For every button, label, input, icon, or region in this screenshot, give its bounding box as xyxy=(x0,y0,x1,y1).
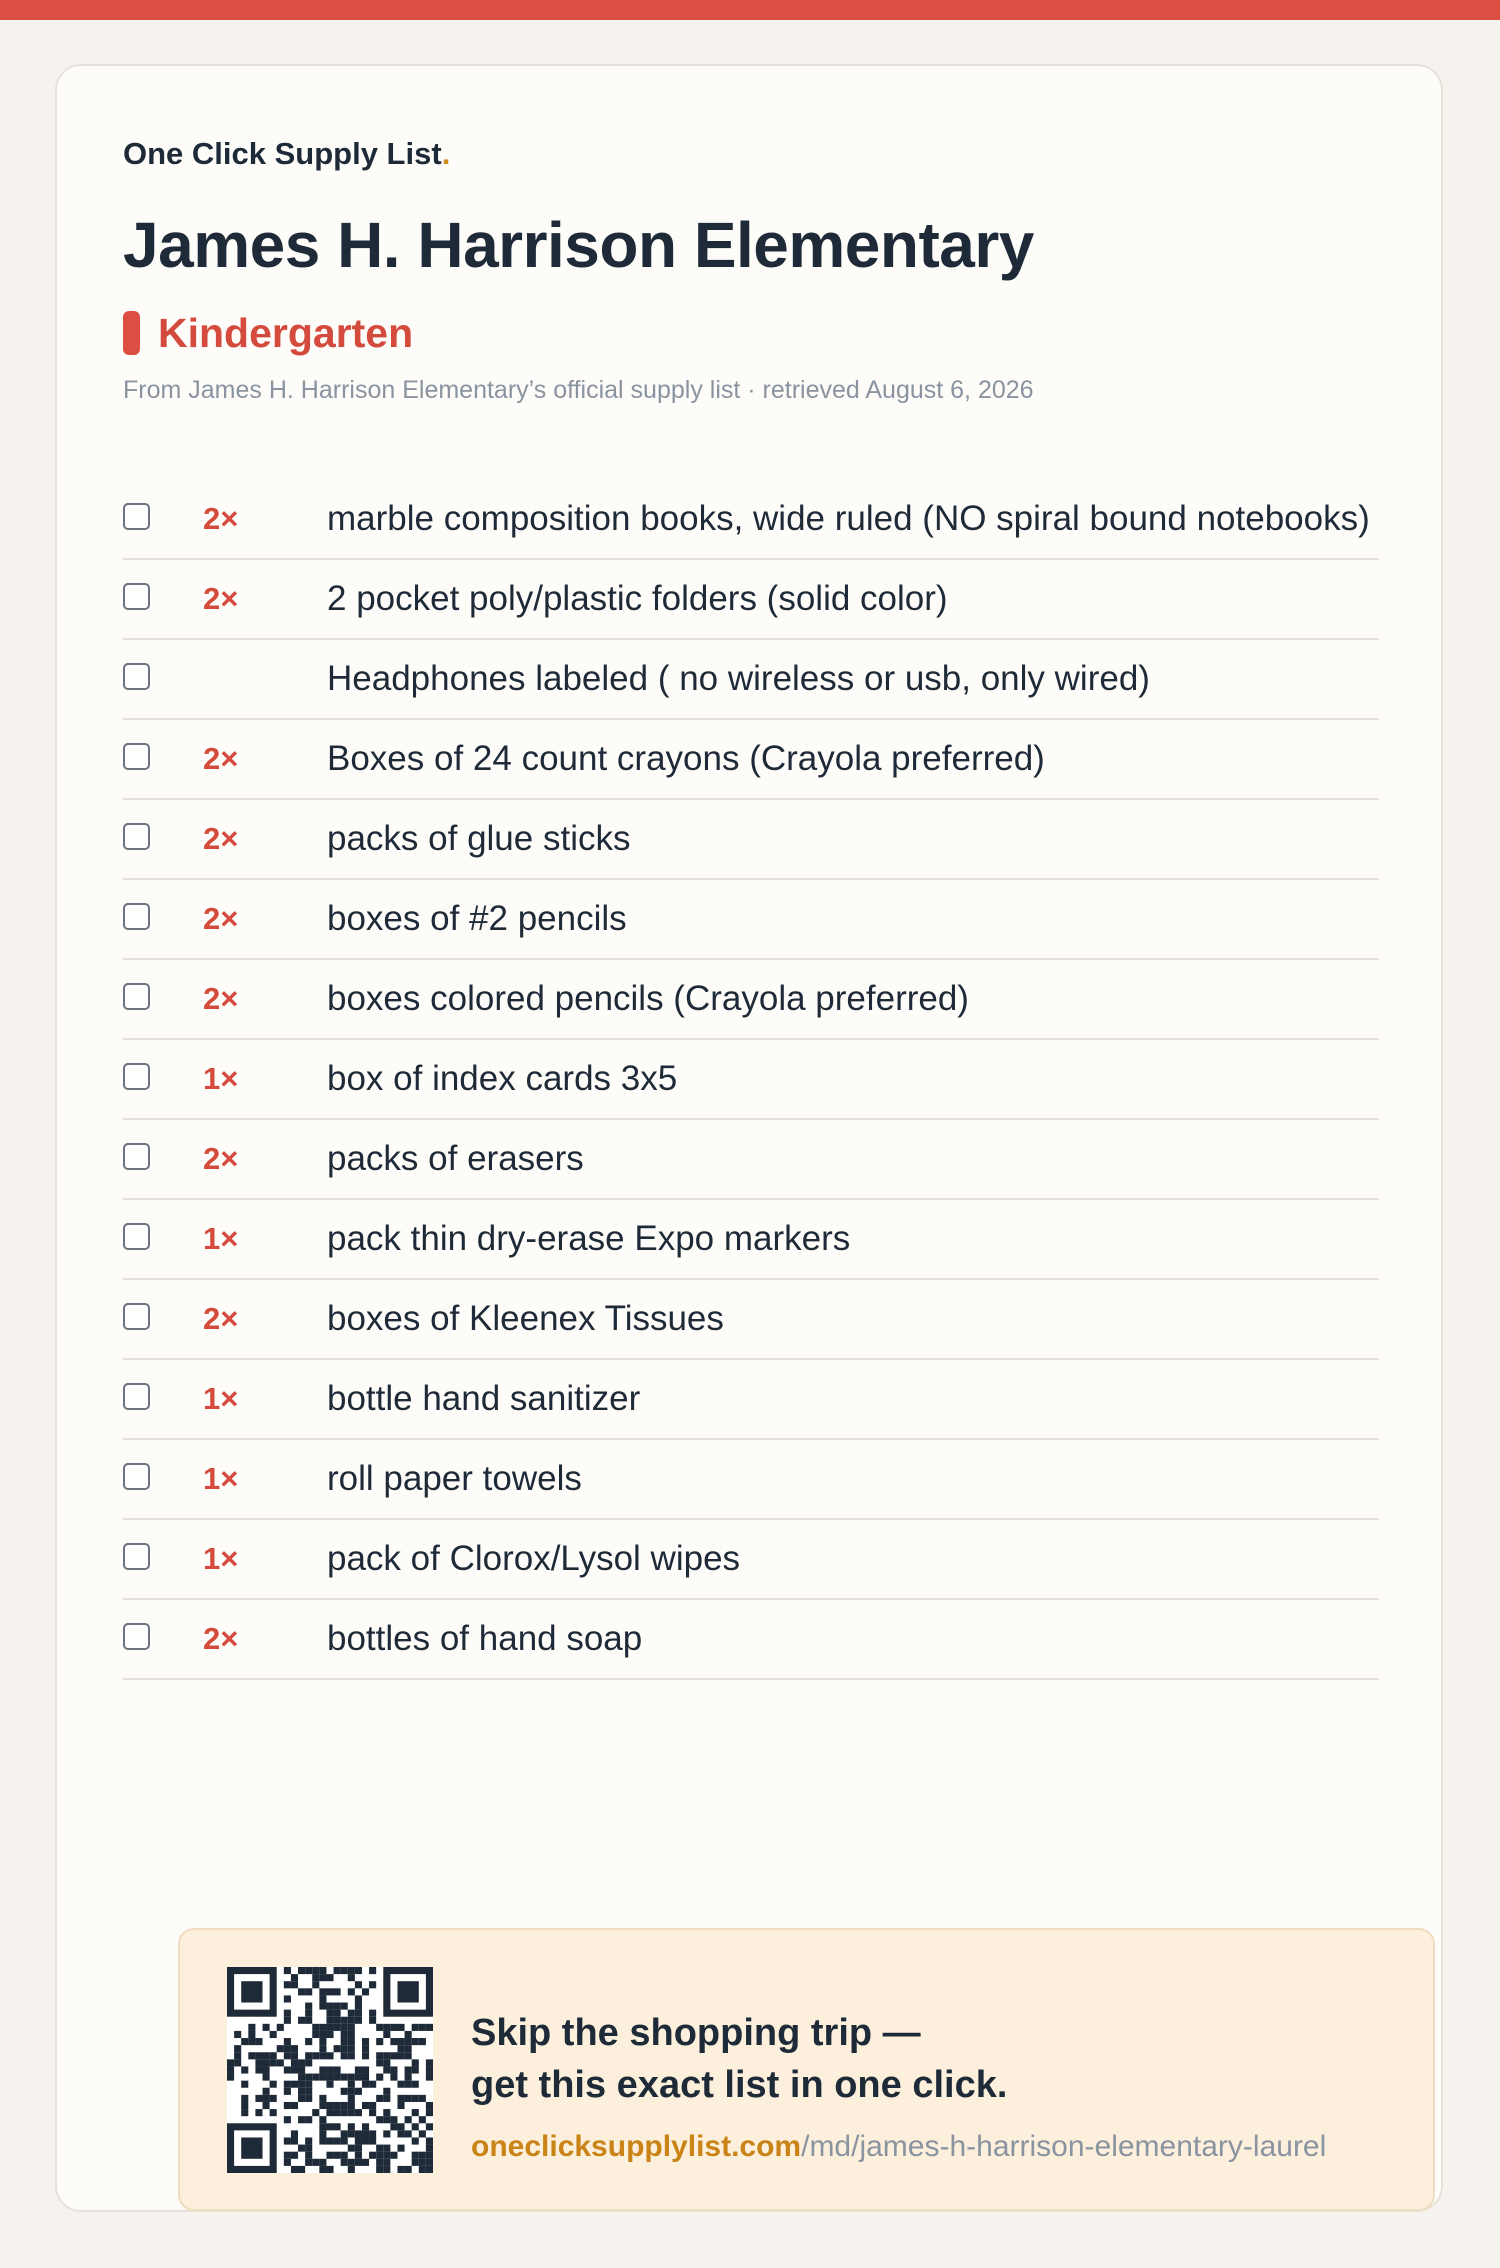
item-checkbox[interactable] xyxy=(123,1063,150,1090)
item-quantity: 1× xyxy=(203,1061,239,1096)
item-text: boxes of #2 pencils xyxy=(327,899,627,938)
item-text: pack of Clorox/Lysol wipes xyxy=(327,1539,741,1578)
item-quantity: 2× xyxy=(203,981,239,1016)
item-quantity: 2× xyxy=(203,741,239,776)
item-quantity: 1× xyxy=(203,1461,239,1496)
item-quantity: 2× xyxy=(203,821,239,856)
cta-url-domain: oneclicksupplylist.com xyxy=(471,2130,802,2163)
item-text: marble composition books, wide ruled (NO spiral bound notebooks) xyxy=(327,499,1370,538)
list-item xyxy=(123,800,1379,880)
school-title: James H. Harrison Elementary xyxy=(123,209,1034,281)
item-text: 2 pocket poly/plastic folders (solid color) xyxy=(327,579,948,618)
qr-code-icon[interactable] xyxy=(227,1967,433,2173)
item-checkbox[interactable] xyxy=(123,1383,150,1410)
cta-box xyxy=(178,1928,1435,2211)
grade-label: Kindergarten xyxy=(158,309,414,356)
item-checkbox[interactable] xyxy=(123,503,150,530)
list-item xyxy=(123,480,1379,560)
brand-name: One Click Supply List xyxy=(123,136,442,171)
item-checkbox[interactable] xyxy=(123,903,150,930)
item-checkbox[interactable] xyxy=(123,663,150,690)
item-quantity: 2× xyxy=(203,1621,239,1656)
list-item xyxy=(123,1520,1379,1600)
list-item xyxy=(123,1360,1379,1440)
item-quantity: 1× xyxy=(203,1541,239,1576)
item-checkbox[interactable] xyxy=(123,1463,150,1490)
item-checkbox[interactable] xyxy=(123,583,150,610)
item-quantity: 2× xyxy=(203,901,239,936)
item-quantity: 2× xyxy=(203,1141,239,1176)
supply-list-card xyxy=(55,64,1443,2212)
item-text: packs of glue sticks xyxy=(327,819,631,858)
item-text: roll paper towels xyxy=(327,1459,582,1498)
list-item xyxy=(123,1440,1379,1520)
brand-dot: . xyxy=(441,136,451,171)
item-quantity: 1× xyxy=(203,1381,239,1416)
item-text: bottles of hand soap xyxy=(327,1619,643,1658)
item-text: boxes colored pencils (Crayola preferred) xyxy=(327,979,969,1018)
cta-url-link[interactable] xyxy=(471,2130,1326,2164)
list-item xyxy=(123,560,1379,640)
item-text: Headphones labeled ( no wireless or usb, only wired) xyxy=(327,659,1150,698)
supply-list xyxy=(123,480,1379,1680)
item-text: box of index cards 3x5 xyxy=(327,1059,678,1098)
item-checkbox[interactable] xyxy=(123,983,150,1010)
item-quantity: 2× xyxy=(203,581,239,616)
list-item xyxy=(123,1280,1379,1360)
list-item xyxy=(123,880,1379,960)
grade-marker-icon xyxy=(123,311,140,355)
grade-heading xyxy=(123,310,413,356)
cta-url-path: /md/james-h-harrison-elementary-laurel xyxy=(801,2130,1327,2163)
top-accent-bar xyxy=(0,0,1500,20)
cta-headline-line2: get this exact list in one click. xyxy=(471,2064,1008,2106)
item-checkbox[interactable] xyxy=(123,1223,150,1250)
list-item xyxy=(123,640,1379,720)
item-text: packs of erasers xyxy=(327,1139,584,1178)
source-note: From James H. Harrison Elementary’s official supply list · retrieved August 6, 2026 xyxy=(123,376,1034,404)
item-checkbox[interactable] xyxy=(123,1543,150,1570)
item-quantity: 2× xyxy=(203,1301,239,1336)
list-item xyxy=(123,1600,1379,1680)
cta-headline-line1: Skip the shopping trip — xyxy=(471,2012,921,2054)
list-item xyxy=(123,1200,1379,1280)
item-checkbox[interactable] xyxy=(123,1303,150,1330)
item-checkbox[interactable] xyxy=(123,823,150,850)
list-item xyxy=(123,960,1379,1040)
item-checkbox[interactable] xyxy=(123,1143,150,1170)
item-quantity: 2× xyxy=(203,501,239,536)
item-text: boxes of Kleenex Tissues xyxy=(327,1299,724,1338)
list-item xyxy=(123,1120,1379,1200)
item-checkbox[interactable] xyxy=(123,743,150,770)
list-item xyxy=(123,1040,1379,1120)
brand-logo[interactable] xyxy=(123,136,450,172)
item-text: Boxes of 24 count crayons (Crayola preferred) xyxy=(327,739,1045,778)
list-item xyxy=(123,720,1379,800)
item-quantity: 1× xyxy=(203,1221,239,1256)
item-text: bottle hand sanitizer xyxy=(327,1379,641,1418)
item-text: pack thin dry-erase Expo markers xyxy=(327,1219,851,1258)
item-checkbox[interactable] xyxy=(123,1623,150,1650)
